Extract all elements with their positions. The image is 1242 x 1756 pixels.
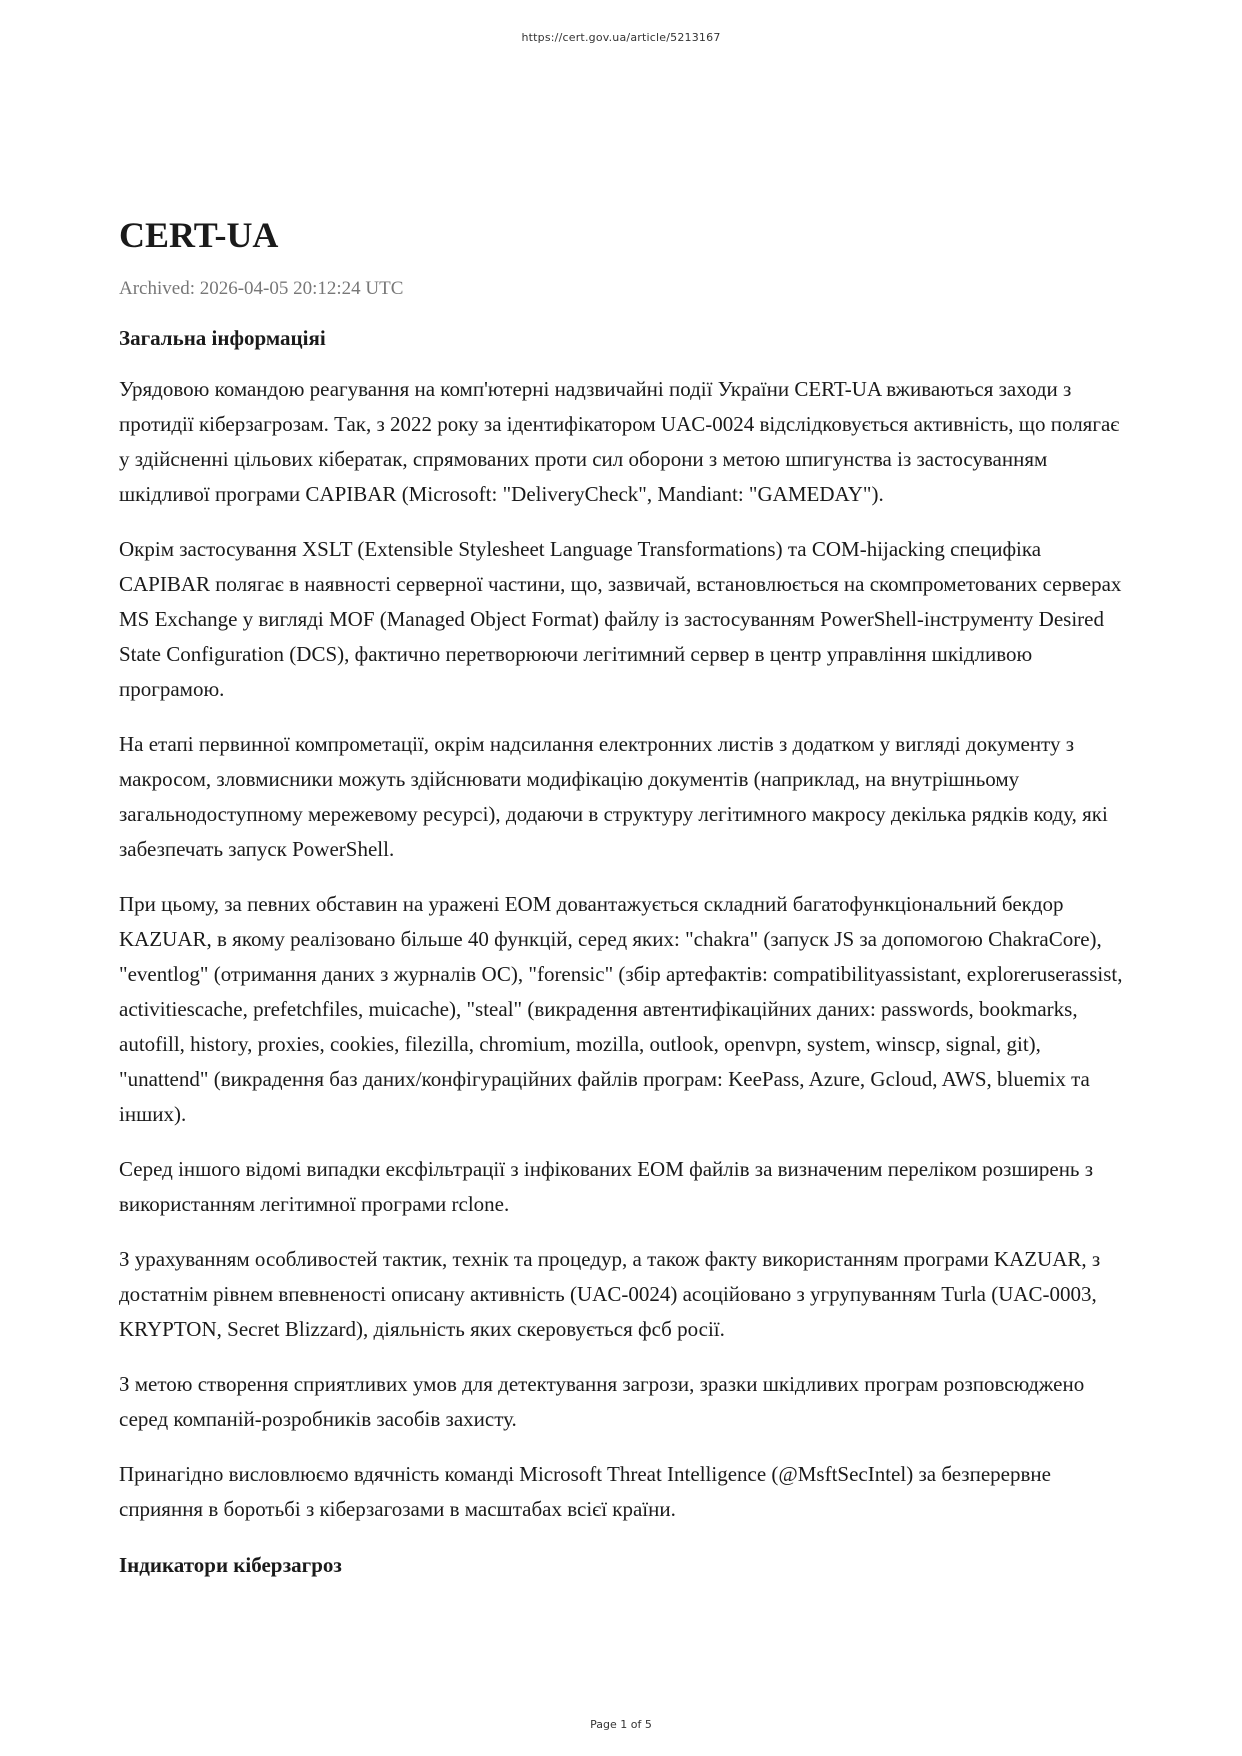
page-number: Page 1 of 5 bbox=[590, 1718, 652, 1731]
page-url: https://cert.gov.ua/article/5213167 bbox=[521, 31, 721, 44]
paragraph-2: Окрім застосування XSLT (Extensible Stylesheet Language Transformations) та COM-hijacking специфіка CAPIBAR полягає в наявності серверної частини, що, зазвичай, встановлюється на скомпрометованих серверах MS Exchange у вигляді MOF (Managed Object Format) файлу із застосуванням PowerShell-інструменту Desired State Configuration (DCS), фактично перетворюючи легітимний сервер в центр управління шкідливою програмою. bbox=[119, 537, 1122, 701]
section-heading-indicators: Індикатори кіберзагроз bbox=[119, 1553, 342, 1577]
article bbox=[119, 212, 1129, 1579]
page-title: CERT-UA bbox=[119, 215, 279, 255]
paragraph-6: З урахуванням особливостей тактик, технік та процедур, а також факту використанням програми KAZUAR, з достатнім рівнем впевненості описану активність (UAC-0024) асоційовано з угрупуванням Turla (UAC-0003, KRYPTON, Secret Blizzard), діяльність яких скеровується фсб росії. bbox=[119, 1247, 1101, 1341]
paragraph-7: З метою створення сприятливих умов для детектування загрози, зразки шкідливих програм розповсюджено серед компаній-розробників засобів захисту. bbox=[119, 1372, 1085, 1431]
section-heading-general: Загальна інформаціяі bbox=[119, 326, 326, 350]
paragraph-3: На етапі первинної компрометації, окрім надсилання електронних листів з додатком у вигляді документу з макросом, зловмисники можуть здійснювати модифікацію документів (наприклад, на внутрішньому загальнодоступному мережевому ресурсі), додаючи в структуру легітимного макросу декілька рядків коду, які забезпечать запуск PowerShell. bbox=[119, 732, 1108, 861]
paragraph-8: Принагідно висловлюємо вдячність команді Microsoft Threat Intelligence (@MsftSecIntel) за безперервне сприяння в боротьбі з кіберзагозами в масштабах всієї країни. bbox=[119, 1462, 1051, 1521]
paragraph-4: При цьому, за певних обставин на уражені ЕОМ довантажується складний багатофункціональний бекдор KAZUAR, в якому реалізовано більше 40 функцій, серед яких: "chakra" (запуск JS за допомогою ChakraCore), "eventlog" (отримання даних з журналів ОС), "forensic" (збір артефактів: compatibilityassistant, exploreruserassist, activitiescache, prefetchfiles, muicache), "steal" (викрадення автентифікаційних даних: passwords, bookmarks, autofill, history, proxies, cookies, filezilla, chromium, mozilla, outlook, openvpn, system, winscp, signal, git), "unattend" (викрадення баз даних/конфігураційних файлів програм: KeePass, Azure, Gcloud, AWS, bluemix та інших). bbox=[119, 892, 1123, 1126]
archived-timestamp: Archived: 2026-04-05 20:12:24 UTC bbox=[119, 278, 404, 299]
paragraph-5: Серед іншого відомі випадки ексфільтрації з інфікованих ЕОМ файлів за визначеним переліком розширень з використанням легітимної програми rclone. bbox=[119, 1157, 1094, 1216]
paragraph-1: Урядовою командою реагування на комп'ютерні надзвичайні події України CERT-UA вживаються заходи з протидії кіберзагрозам. Так, з 2022 року за ідентифікатором UAC-0024 відслідковується активність, що полягає у здійсненні цільових кібератак, спрямованих проти сил оборони з метою шпигунства із застосуванням шкідливої програми CAPIBAR (Microsoft: "DeliveryCheck", Mandiant: "GAMEDAY"). bbox=[119, 377, 1120, 506]
